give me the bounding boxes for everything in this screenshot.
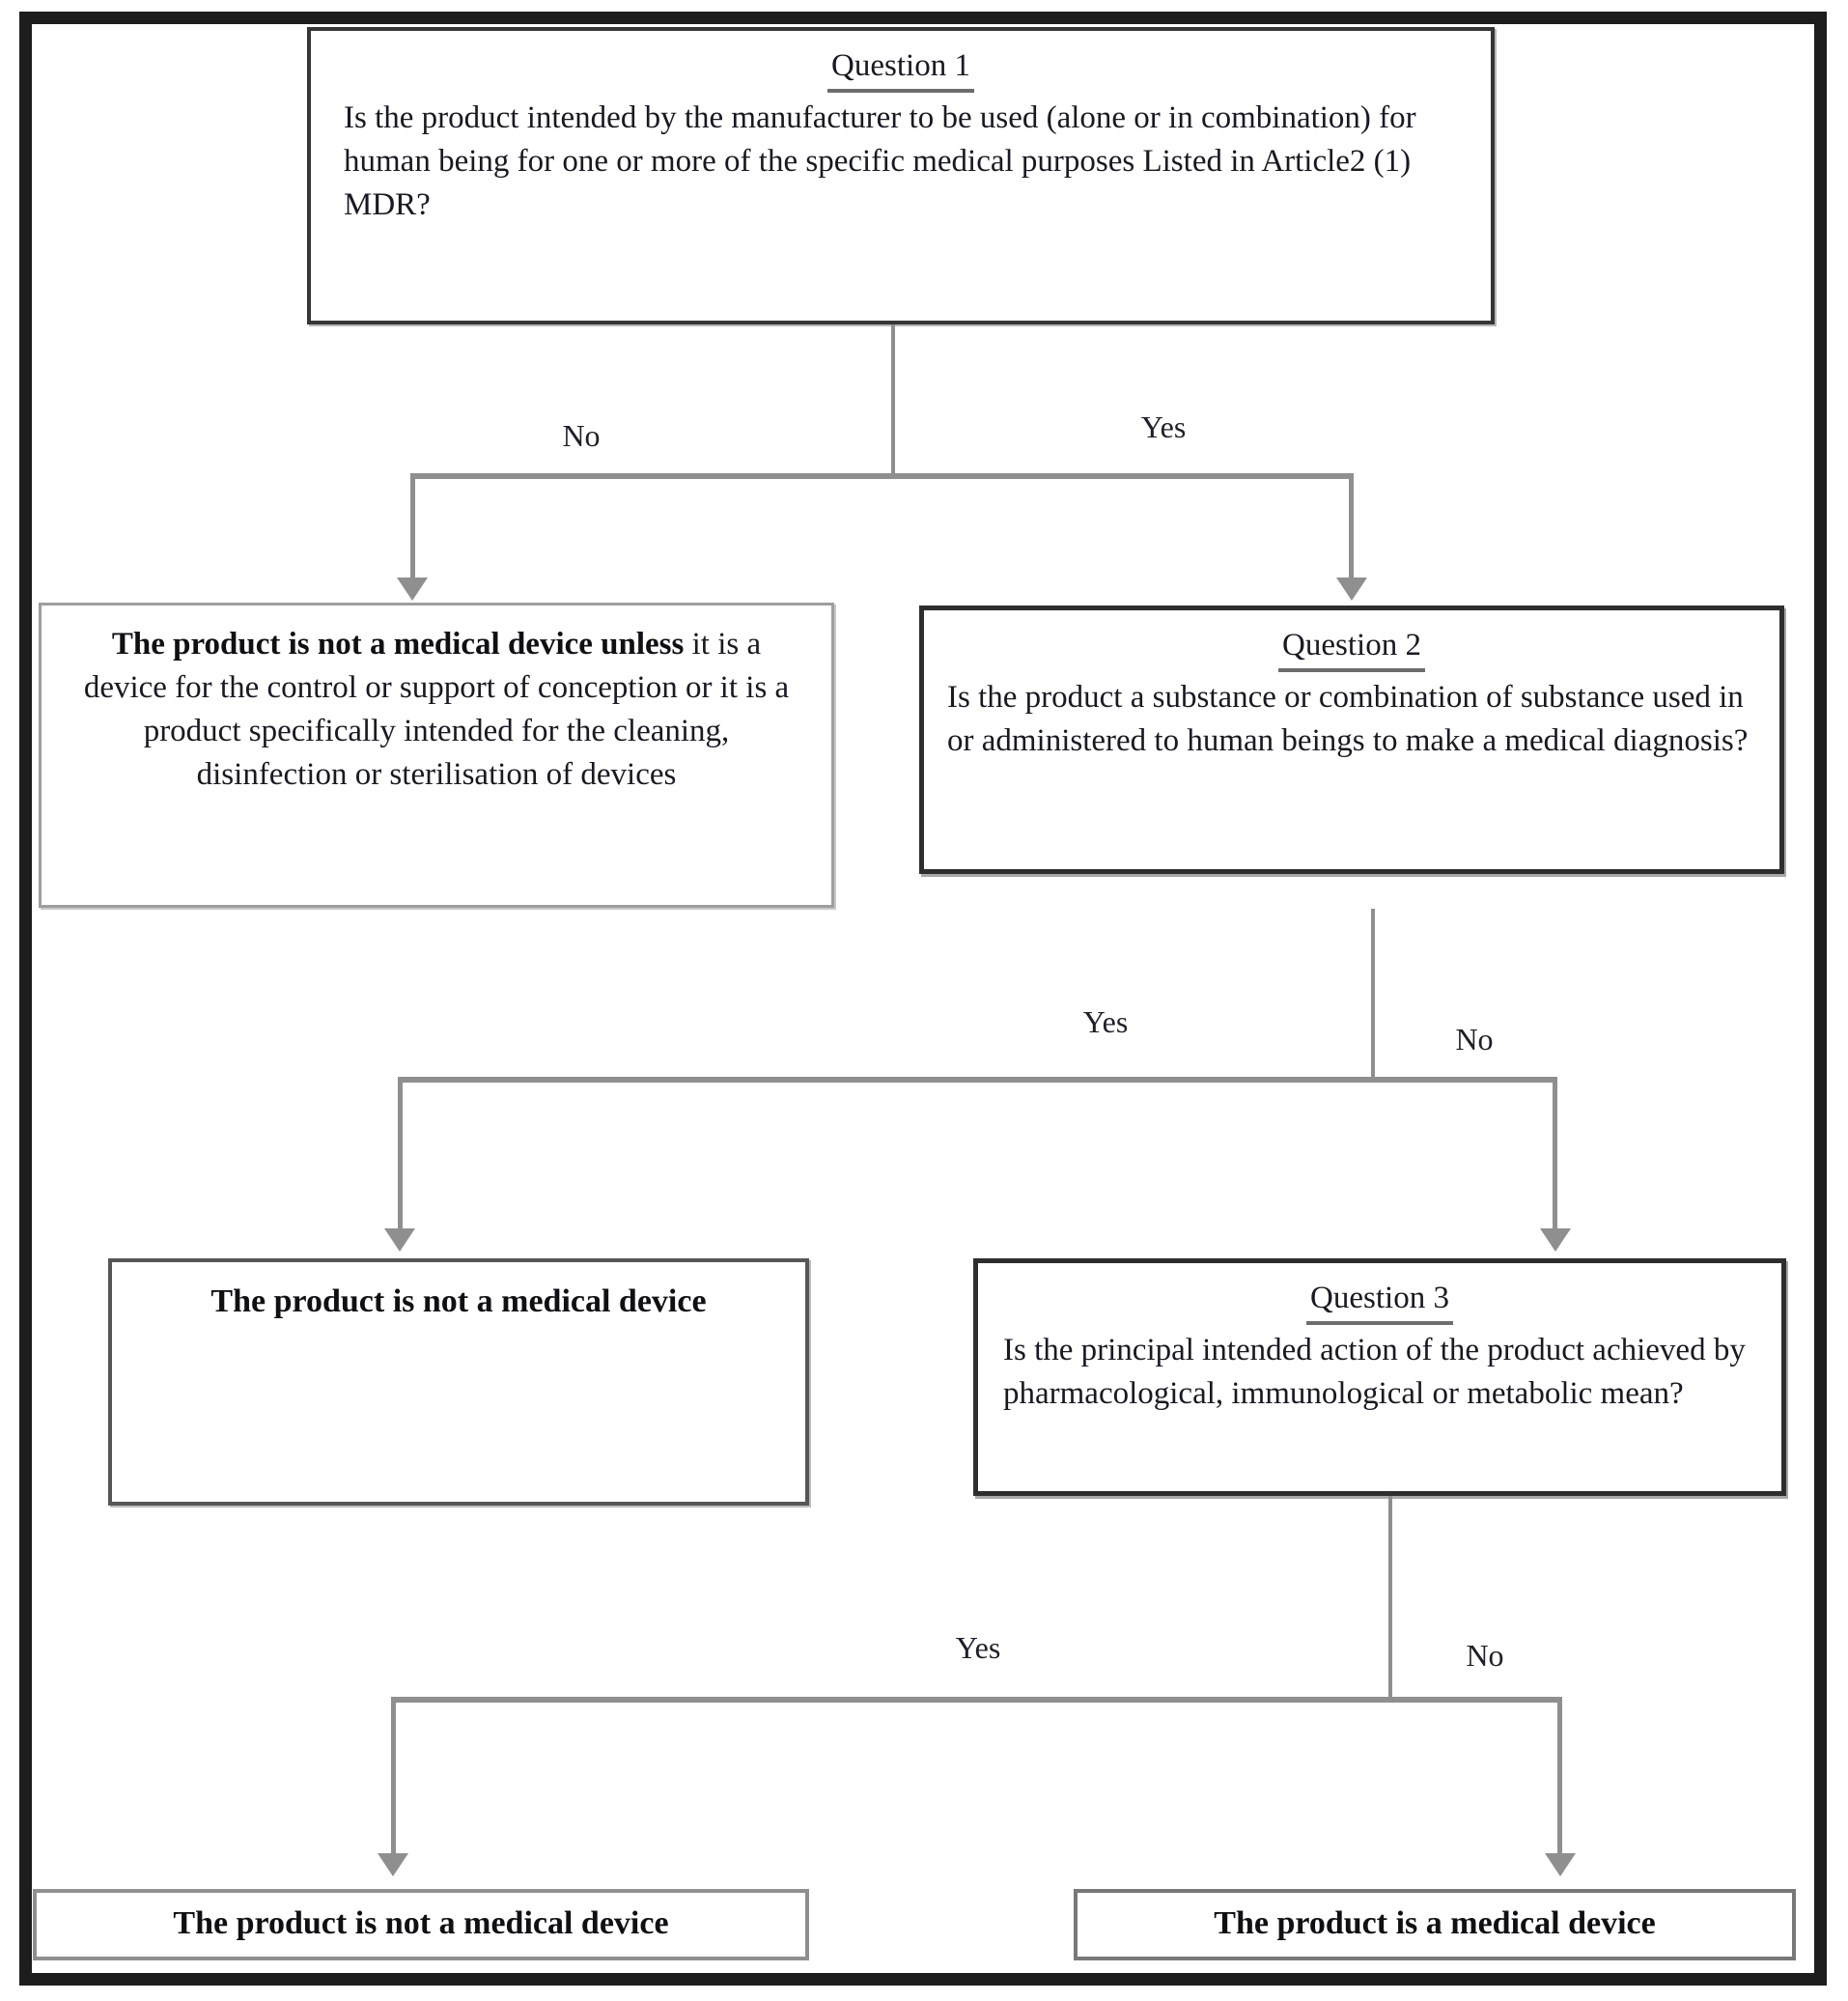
result-not-medical-device-text: The product is not a medical device <box>210 1283 707 1319</box>
connector-q1-stem <box>891 324 895 476</box>
edge-label-q2-yes: Yes <box>1082 1004 1129 1039</box>
result-is-medical-device-text: The product is a medical device <box>1214 1905 1656 1941</box>
question3-heading-text: Question 3 <box>1306 1277 1453 1325</box>
connector-branch2-yes-drop <box>398 1077 403 1230</box>
edge-label-q3-no: No <box>1466 1638 1504 1673</box>
question3-box <box>973 1258 1786 1496</box>
arrow-down-icon <box>1336 578 1367 601</box>
connector-branch3-horizontal <box>391 1697 1561 1703</box>
connector-branch1-horizontal <box>410 473 1354 479</box>
result-not-medical-device-box <box>108 1258 809 1506</box>
connector-branch2-no-drop <box>1553 1077 1557 1230</box>
connector-branch3-no-drop <box>1557 1697 1562 1854</box>
edge-label-q3-yes: Yes <box>955 1630 1001 1665</box>
connector-branch1-no-drop <box>410 473 415 579</box>
edge-label-q2-no: No <box>1455 1022 1494 1057</box>
edge-label-q1-no: No <box>562 418 601 453</box>
question3-body: Is the principal intended action of the product achieved by pharmacological, immunological or metabolic mean? <box>1003 1333 1746 1411</box>
result-not-medical-device-unless-text <box>42 606 831 797</box>
question2-box <box>919 606 1784 874</box>
question2-body: Is the product a substance or combination of substance used in or administered to human beings to make a medical diagnosis? <box>947 680 1749 758</box>
arrow-down-icon <box>397 578 428 601</box>
question1-box <box>307 27 1495 324</box>
result-not-medical-device-unless-box <box>39 603 834 908</box>
question1-body: Is the product intended by the manufacturer to be used (alone or in combination) for human being for one or more of the specific medical purposes Listed in Article2 (1) MDR? <box>344 100 1416 222</box>
result-is-medical-device-box <box>1074 1889 1796 1960</box>
question3-heading <box>978 1263 1781 1325</box>
arrow-down-icon <box>1545 1853 1576 1876</box>
arrow-down-icon <box>378 1853 408 1876</box>
connector-q2-stem <box>1371 909 1375 1080</box>
connector-branch2-horizontal <box>398 1077 1557 1083</box>
question1-heading <box>311 31 1491 93</box>
connector-branch3-yes-drop <box>391 1697 396 1854</box>
arrow-down-icon <box>384 1228 415 1252</box>
question2-heading <box>924 610 1779 672</box>
arrow-down-icon <box>1540 1228 1571 1252</box>
connector-q3-stem <box>1388 1496 1392 1700</box>
result-lead-text: The product is not a medical device unless <box>111 627 685 662</box>
edge-label-q1-yes: Yes <box>1140 409 1187 444</box>
result-final-not-medical-device-box <box>33 1889 809 1960</box>
result-final-not-medical-device-text: The product is not a medical device <box>173 1905 669 1941</box>
question1-heading-text: Question 1 <box>827 44 974 93</box>
connector-branch1-yes-drop <box>1349 473 1354 579</box>
result-rest-text: it is a device for the control or support of conception or it is a product specifically intended for the cleaning, disinfection or sterilisation of devices <box>83 627 790 792</box>
question2-heading-text: Question 2 <box>1278 624 1425 672</box>
